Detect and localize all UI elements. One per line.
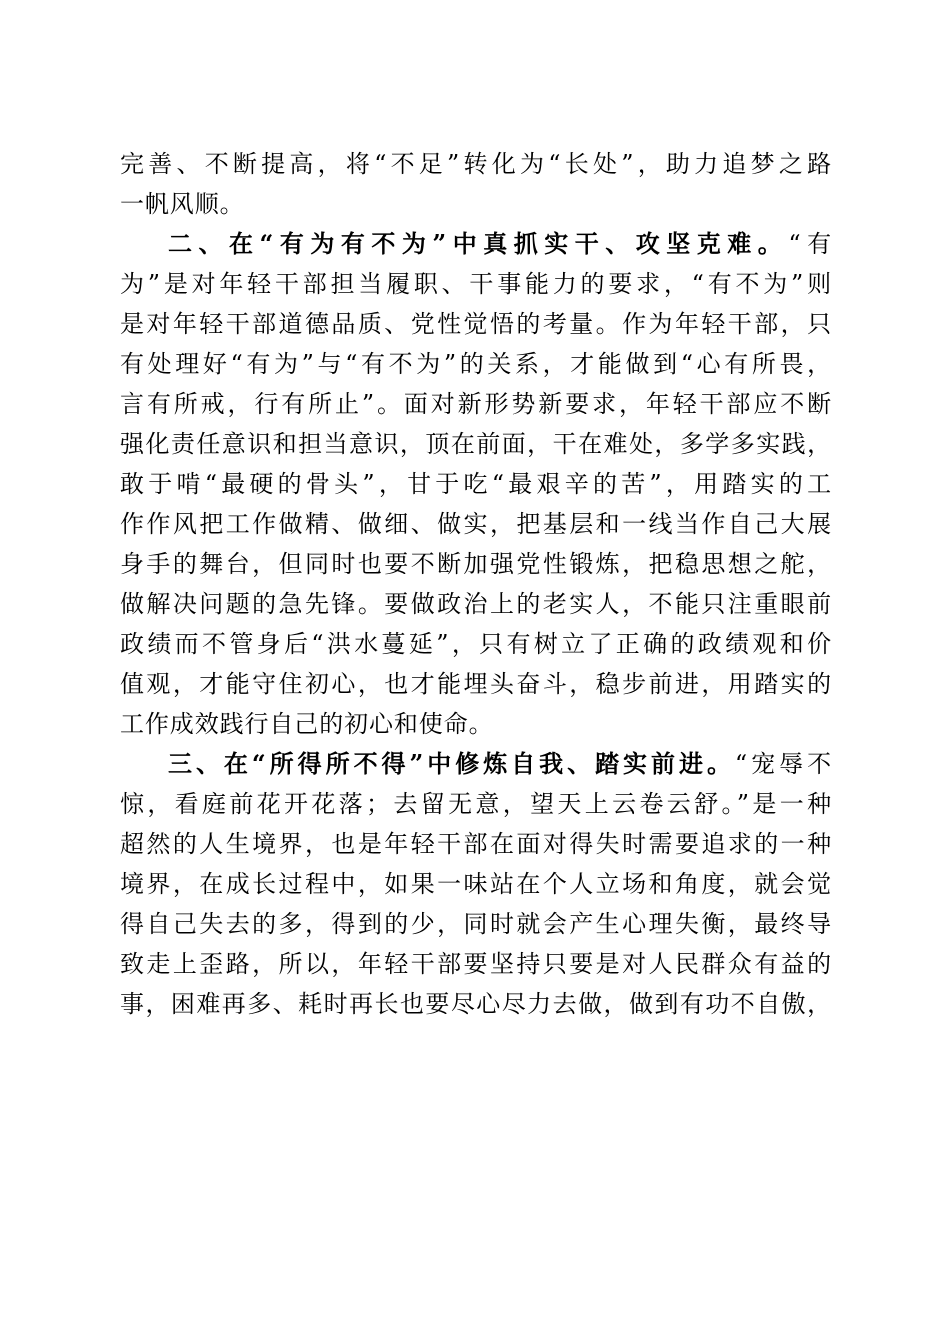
paragraph-line: 强化责任意识和担当意识，顶在前面，干在难处，多学多实践，	[120, 430, 832, 458]
paragraph-line: 事，困难再多、耗时再长也要尽心尽力去做，做到有功不自傲，	[120, 990, 832, 1018]
section-three-heading: 三、在“所得所不得”中修炼自我、踏实前进。	[168, 749, 735, 778]
paragraph-line: 超然的人生境界，也是年轻干部在面对得失时需要追求的一种	[120, 830, 832, 858]
section-three-first-line-rest: “宠辱不	[734, 750, 832, 778]
paragraph-line: 敢于啃“最硬的骨头”，甘于吃“最艰辛的苦”，用踏实的工	[120, 470, 832, 498]
paragraph-line: 工作成效践行自己的初心和使命。	[120, 710, 494, 738]
section-two-first-line-rest: “有	[788, 230, 832, 258]
paragraph-line: 一帆风顺。	[120, 190, 245, 218]
paragraph-line: 为”是对年轻干部担当履职、干事能力的要求，“有不为”则	[120, 270, 832, 298]
paragraph-line: 值观，才能守住初心，也才能埋头奋斗，稳步前进，用踏实的	[120, 670, 832, 698]
section-two-heading: 二、在“有为有不为”中真抓实干、攻坚克难。	[168, 229, 789, 258]
paragraph-line: 完善、不断提高，将“不足”转化为“长处”，助力追梦之路	[120, 150, 832, 178]
paragraph-line: 有处理好“有为”与“有不为”的关系，才能做到“心有所畏，	[120, 350, 832, 378]
paragraph-line: 政绩而不管身后“洪水蔓延”，只有树立了正确的政绩观和价	[120, 630, 832, 658]
paragraph-line: 是对年轻干部道德品质、党性觉悟的考量。作为年轻干部，只	[120, 310, 832, 338]
document-body	[120, 144, 832, 1024]
paragraph-line: 做解决问题的急先锋。要做政治上的老实人，不能只注重眼前	[120, 590, 832, 618]
paragraph-line: 境界，在成长过程中，如果一味站在个人立场和角度，就会觉	[120, 870, 832, 898]
section-heading-line	[120, 224, 832, 264]
paragraph-line: 惊，看庭前花开花落；去留无意，望天上云卷云舒。”是一种	[120, 790, 832, 818]
paragraph-line: 致走上歪路，所以，年轻干部要坚持只要是对人民群众有益的	[120, 950, 832, 978]
paragraph-line: 得自己失去的多，得到的少，同时就会产生心理失衡，最终导	[120, 910, 832, 938]
paragraph-line: 言有所戒，行有所止”。面对新形势新要求，年轻干部应不断	[120, 390, 832, 418]
paragraph-line: 身手的舞台，但同时也要不断加强党性锻炼，把稳思想之舵，	[120, 550, 832, 578]
paragraph-line: 作作风把工作做精、做细、做实，把基层和一线当作自己大展	[120, 510, 832, 538]
section-heading-line	[120, 744, 832, 784]
